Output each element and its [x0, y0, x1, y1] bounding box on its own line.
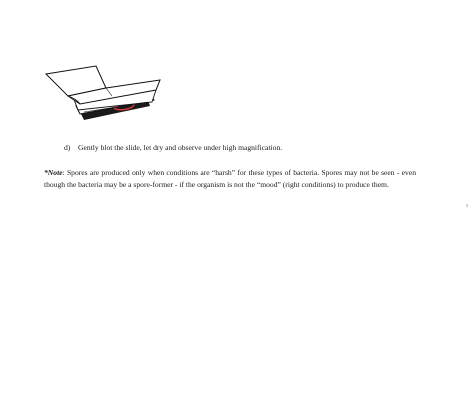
note-text: : Spores are produced only when conditions are “harsh” for these types of bacteria. Spores may not be seen - even though the bacteria may be a spore-former - if the organism is not the “mood” (right conditions) to produce them.: [44, 168, 416, 189]
note-label: *Note: [44, 168, 63, 177]
spore-note-paragraph: [44, 167, 416, 190]
step-marker: d): [64, 143, 71, 152]
blotting-slide-figure: [40, 62, 170, 130]
page-number: 1: [466, 203, 468, 208]
step-text: Gently blot the slide, let dry and observe under high magnification.: [78, 143, 283, 152]
blotting-paper-over-slide-icon: [40, 62, 170, 130]
procedure-step-d: [64, 143, 282, 153]
